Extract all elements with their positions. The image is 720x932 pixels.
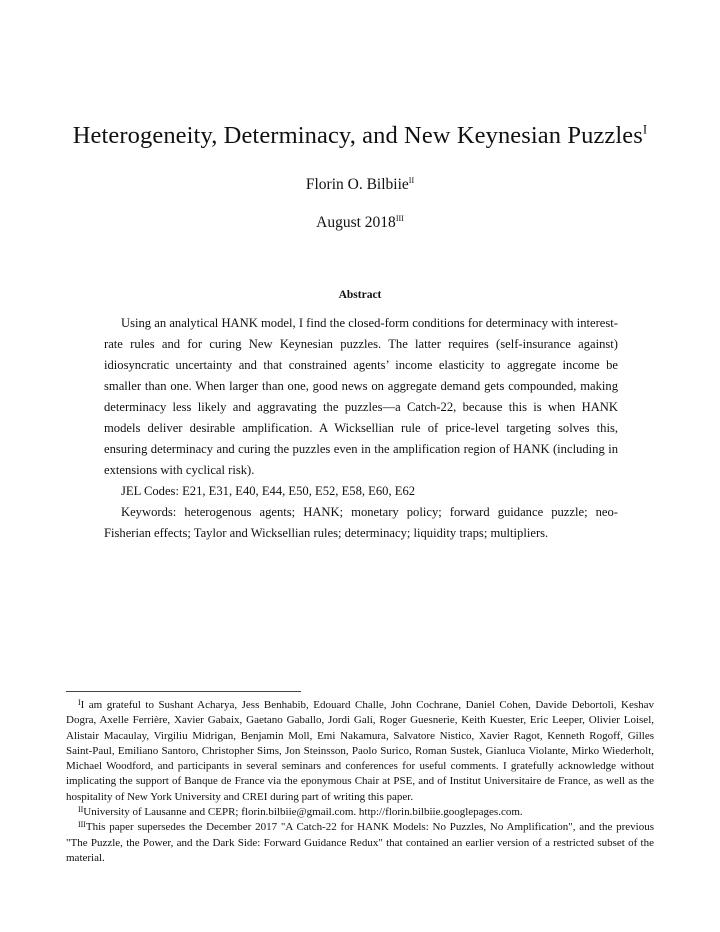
jel-codes: JEL Codes: E21, E31, E40, E44, E50, E52, E58, E60, E62 <box>121 484 416 498</box>
footnote-supersedes: $^{III}$This paper supersedes the December 2017 "A Catch-22 for HANK Models: No Puzzles, No Amplification", and the previous "The Puzzle, the Power, and the Dark Side: Forward Guidance Redux" that contained an earlier version of a restricted subset of the material. <box>66 820 654 864</box>
abstract-body: Using an analytical HANK model, I find the closed-form conditions for determinacy with interest-rate rules and for curing New Keynesian puzzles. The latter requires (self-insurance against) idiosyncratic uncertainty and that constrained agents’ income elasticity to aggregate income be smaller than one. When larger than one, good news on aggregate demand gets compounded, making determinacy less likely and aggravating the puzzles—a Catch-22, because this is when HANK models deliver desirable amplification. A Wicksellian rule of price-level targeting solves this, ensuring determinacy and curing the puzzles even in the amplification region of HANK (including in extensions with cyclical risk). <box>104 316 618 477</box>
paper-date: August $2018^{III}$ <box>316 214 404 232</box>
title-footnote-mark: I <box>642 122 648 137</box>
footnote-divider <box>66 691 301 692</box>
footnotes <box>66 698 654 866</box>
footnote-affiliation: $^{II}$University of Lausanne and CEPR; florin.bilbiie@gmail.com. http://florin.bilbiie.googlepages.com. <box>78 804 523 819</box>
footnote-mark: III <box>78 820 86 830</box>
abstract-block <box>104 313 618 544</box>
paper-title: Heterogeneity, Determinacy, and New Keynesian Puzzles$^I$ <box>72 122 648 149</box>
footnote-acknowledgements: $^I$I am grateful to Sushant Acharya, Jess Benhabib, Edouard Challe, John Cochrane, Daniel Cohen, Davide Debortoli, Keshav Dogra, Axelle Ferrière, Xavier Gabaix, Gaetano Gaballo, Jordi Galí, Roger Guesnerie, Keith Kuester, Eric Leeper, Olivier Loisel, Alistair Macaulay, Virgiliu Midrigan, Benjamin Moll, Emi Nakamura, Salvatore Nistico, Xavier Ragot, Kenneth Rogoff, Gilles Saint-Paul, Emiliano Santoro, Christopher Sims, Jon Steinsson, Paolo Surico, Roman Sustek, Gianluca Violante, Mirko Wiederholt, Michael Woodford, and participants in several seminars and conferences for useful comments. I gratefully acknowledge without implicating the support of Banque de France via the eponymous Chair at PSE, and of Institut Universitaire de France, as well as the hospitality of New York University and CREI during part of writing this paper. <box>66 697 654 803</box>
keywords: Keywords: heterogenous agents; HANK; monetary policy; forward guidance puzzle; neo-Fisherian effects; Taylor and Wicksellian rules; determinacy; liquidity traps; multipliers. <box>104 505 618 540</box>
author-name: Florin O. Bilbiie$^{II}$ <box>305 176 415 194</box>
author-footnote-mark: II <box>408 176 415 185</box>
abstract-heading: Abstract <box>338 289 382 301</box>
date-footnote-mark: III <box>395 214 404 223</box>
footnote-mark: I <box>78 697 81 707</box>
footnote-mark: II <box>78 804 84 814</box>
